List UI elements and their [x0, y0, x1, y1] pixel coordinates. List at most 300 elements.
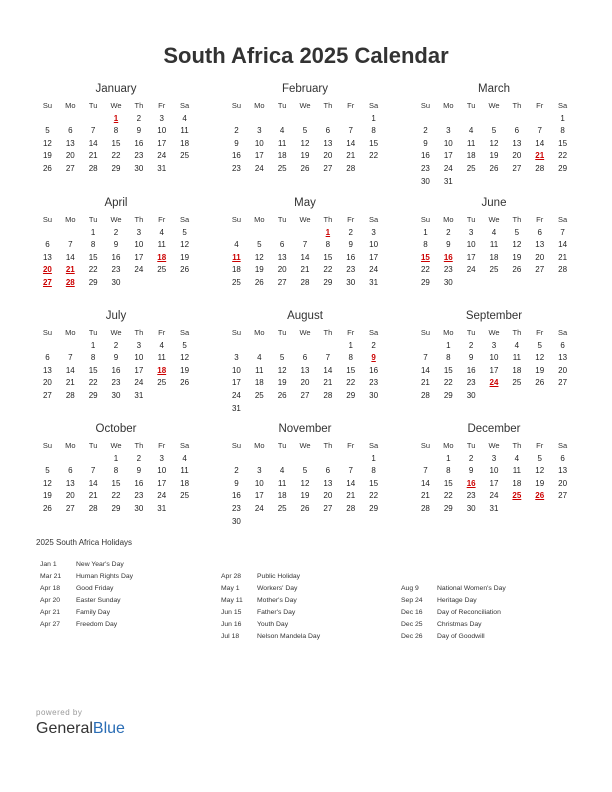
week-row	[36, 478, 196, 491]
day-cell: 29	[88, 390, 98, 400]
weekday-label: Th	[134, 101, 144, 110]
day-cell: 13	[65, 478, 75, 488]
day-cell: 14	[535, 138, 545, 148]
day-cell: 16	[231, 491, 241, 501]
week-row	[414, 377, 574, 390]
day-cell: 13	[300, 365, 310, 375]
day-cell: 11	[180, 466, 189, 476]
day-cell: 8	[113, 126, 119, 136]
empty-cell	[414, 340, 437, 353]
day-cell: 6	[514, 126, 520, 136]
day-cell: 15	[111, 478, 121, 488]
weekday-header	[36, 327, 196, 340]
day-cell: 22	[88, 265, 98, 275]
weekday-label: Sa	[368, 441, 379, 450]
empty-cell	[59, 340, 82, 353]
holiday-day-cell: 11	[232, 252, 241, 262]
weekday-label: Fr	[158, 215, 166, 224]
week-row	[225, 125, 385, 138]
day-cell: 10	[254, 478, 264, 488]
day-cell: 18	[489, 252, 499, 262]
weekday-header	[414, 214, 574, 227]
day-cell: 1	[446, 453, 451, 463]
weekday-label: Mo	[443, 441, 454, 450]
day-cell: 6	[302, 353, 308, 363]
day-cell: 6	[68, 126, 73, 136]
day-cell: 30	[443, 277, 453, 287]
weekday-label: Sa	[179, 328, 190, 337]
day-cell: 2	[113, 227, 119, 237]
day-cell: 3	[159, 453, 164, 463]
month-11	[414, 423, 574, 516]
day-cell: 27	[558, 491, 568, 501]
day-cell: 17	[134, 252, 144, 262]
day-cell: 19	[300, 491, 310, 501]
week-row	[414, 176, 574, 189]
week-row	[225, 516, 385, 529]
day-cell: 24	[489, 491, 499, 501]
month-7	[225, 310, 385, 415]
day-cell: 4	[257, 353, 262, 363]
day-cell: 7	[68, 240, 73, 250]
day-cell: 5	[279, 353, 285, 363]
empty-cell	[460, 113, 483, 126]
day-cell: 23	[466, 491, 476, 501]
day-cell: 1	[348, 340, 353, 350]
day-cell: 3	[136, 227, 142, 237]
month-9	[36, 423, 196, 516]
empty-cell	[316, 113, 339, 126]
day-cell: 27	[323, 503, 333, 513]
day-cell: 22	[369, 151, 379, 161]
day-cell: 12	[489, 138, 499, 148]
weekday-label: Sa	[557, 101, 568, 110]
day-cell: 19	[42, 151, 52, 161]
day-cell: 8	[423, 240, 428, 250]
weekday-label: Tu	[88, 101, 98, 110]
day-cell: 26	[300, 503, 310, 513]
day-cell: 29	[323, 277, 333, 287]
holiday-date: Apr 18	[40, 585, 61, 592]
week-row	[36, 264, 196, 277]
holiday-date: May 11	[221, 597, 243, 604]
empty-cell	[59, 227, 82, 240]
day-cell: 29	[420, 277, 430, 287]
day-cell: 9	[234, 138, 239, 148]
day-cell: 10	[443, 138, 453, 148]
holiday-name: Day of Reconciliation	[437, 609, 501, 616]
holiday-item	[40, 595, 133, 607]
week-row	[414, 227, 574, 240]
weekday-label: Th	[512, 441, 522, 450]
day-cell: 31	[157, 503, 167, 513]
day-cell: 10	[134, 240, 144, 250]
day-cell: 22	[88, 378, 98, 388]
day-cell: 11	[512, 466, 522, 476]
day-cell: 23	[231, 503, 241, 513]
month-name: May	[294, 197, 316, 209]
day-cell: 5	[537, 340, 542, 350]
week-row	[225, 252, 385, 265]
month-2	[414, 83, 574, 188]
day-cell: 19	[180, 252, 190, 262]
day-cell: 21	[558, 252, 568, 262]
day-cell: 24	[254, 503, 264, 513]
holiday-item	[40, 619, 133, 631]
empty-cell	[414, 113, 437, 126]
empty-cell	[248, 113, 271, 126]
month-name: December	[467, 423, 521, 435]
holiday-day-cell: 26	[535, 491, 545, 501]
weekday-label: Fr	[536, 328, 544, 337]
holiday-date: Jun 16	[221, 621, 242, 628]
day-cell: 3	[491, 340, 497, 350]
day-cell: 23	[134, 151, 144, 161]
week-row	[414, 465, 574, 478]
holiday-day-cell: 1	[325, 227, 331, 237]
day-cell: 24	[157, 491, 167, 501]
day-cell: 17	[254, 491, 264, 501]
day-cell: 20	[558, 478, 568, 488]
day-cell: 28	[65, 390, 75, 400]
week-row	[414, 125, 574, 138]
day-cell: 30	[420, 176, 430, 186]
weekday-label: Sa	[179, 215, 190, 224]
day-cell: 17	[489, 365, 499, 375]
day-cell: 5	[182, 227, 187, 237]
day-cell: 26	[489, 163, 499, 173]
week-row	[414, 277, 574, 290]
holiday-column	[401, 583, 506, 643]
weekday-label: We	[110, 101, 122, 110]
month-name: February	[281, 83, 329, 95]
day-cell: 31	[157, 163, 167, 173]
day-cell: 23	[443, 265, 453, 275]
brand-logo	[36, 720, 125, 738]
holiday-item	[40, 559, 133, 571]
month-name: April	[104, 197, 128, 209]
brand-name-part1: General	[36, 720, 93, 737]
day-cell: 17	[369, 252, 379, 262]
day-cell: 28	[346, 503, 356, 513]
day-cell: 14	[420, 365, 430, 375]
day-cell: 27	[65, 163, 75, 173]
holiday-date: Sep 24	[401, 597, 423, 604]
empty-cell	[339, 113, 362, 126]
day-cell: 14	[346, 478, 356, 488]
day-cell: 9	[136, 126, 142, 136]
day-cell: 30	[134, 503, 144, 513]
weekday-label: Tu	[88, 441, 98, 450]
day-cell: 3	[446, 126, 451, 136]
weekday-label: Th	[323, 328, 333, 337]
day-cell: 18	[180, 478, 190, 488]
month-1	[225, 83, 385, 176]
day-cell: 13	[42, 365, 52, 375]
empty-cell	[225, 340, 248, 353]
holiday-item	[221, 607, 320, 619]
weekday-label: Mo	[65, 441, 76, 450]
day-cell: 5	[537, 453, 542, 463]
holiday-item	[221, 583, 320, 595]
day-cell: 11	[180, 126, 189, 136]
weekday-label: Su	[42, 101, 53, 110]
day-cell: 24	[134, 265, 144, 275]
day-cell: 20	[42, 378, 52, 388]
day-cell: 30	[466, 390, 476, 400]
day-cell: 11	[277, 138, 287, 148]
day-cell: 29	[88, 277, 98, 287]
day-cell: 16	[346, 252, 356, 262]
day-cell: 30	[231, 516, 241, 526]
day-cell: 10	[231, 365, 241, 375]
empty-cell	[248, 340, 271, 353]
holiday-date: May 1	[221, 585, 240, 592]
day-cell: 6	[279, 240, 285, 250]
holiday-name: New Year's Day	[76, 561, 124, 568]
day-cell: 12	[300, 138, 310, 148]
day-cell: 12	[512, 240, 522, 250]
weekday-label: We	[110, 441, 122, 450]
weekday-label: Su	[231, 441, 242, 450]
day-cell: 25	[180, 151, 190, 161]
holiday-item	[401, 631, 506, 643]
day-cell: 22	[558, 151, 568, 161]
day-cell: 20	[65, 491, 75, 501]
day-cell: 12	[42, 478, 52, 488]
day-cell: 22	[111, 491, 121, 501]
week-row	[36, 453, 196, 466]
weekday-label: We	[299, 101, 311, 110]
day-cell: 4	[159, 340, 164, 350]
day-cell: 17	[489, 478, 499, 488]
day-cell: 16	[111, 252, 121, 262]
day-cell: 19	[512, 252, 522, 262]
day-cell: 11	[512, 353, 522, 363]
day-cell: 24	[369, 265, 379, 275]
empty-cell	[225, 227, 248, 240]
day-cell: 8	[560, 126, 565, 136]
day-cell: 22	[111, 151, 121, 161]
day-cell: 15	[88, 252, 98, 262]
day-cell: 12	[180, 353, 190, 363]
day-cell: 10	[466, 240, 476, 250]
week-row	[414, 453, 574, 466]
week-row	[414, 340, 574, 353]
day-cell: 9	[113, 353, 119, 363]
weekday-label: Tu	[466, 441, 476, 450]
day-cell: 4	[234, 240, 239, 250]
weekday-label: We	[299, 215, 311, 224]
holiday-name: Father's Day	[257, 609, 296, 616]
weekday-label: We	[299, 441, 311, 450]
day-cell: 13	[65, 138, 75, 148]
day-cell: 4	[514, 453, 520, 463]
holiday-item	[221, 595, 320, 607]
weekday-label: We	[488, 215, 500, 224]
day-cell: 6	[560, 340, 565, 350]
holiday-date: Dec 16	[401, 609, 423, 616]
day-cell: 20	[65, 151, 75, 161]
week-row	[36, 113, 196, 126]
week-row	[225, 264, 385, 277]
day-cell: 28	[323, 390, 333, 400]
day-cell: 4	[468, 126, 474, 136]
holiday-item	[40, 571, 133, 583]
day-cell: 26	[180, 378, 190, 388]
weekday-label: Fr	[536, 101, 544, 110]
day-cell: 11	[157, 240, 166, 250]
day-cell: 21	[346, 491, 356, 501]
day-cell: 14	[300, 252, 310, 262]
day-cell: 15	[323, 252, 333, 262]
day-cell: 10	[489, 353, 499, 363]
day-cell: 16	[231, 151, 241, 161]
empty-cell	[271, 227, 294, 240]
day-cell: 10	[489, 466, 499, 476]
week-row	[225, 138, 385, 151]
day-cell: 23	[111, 378, 121, 388]
day-cell: 8	[371, 126, 376, 136]
day-cell: 4	[279, 126, 285, 136]
day-cell: 13	[42, 252, 52, 262]
month-name: August	[287, 310, 323, 322]
weekday-label: Su	[42, 215, 53, 224]
day-cell: 7	[325, 353, 331, 363]
day-cell: 25	[157, 265, 167, 275]
day-cell: 10	[134, 353, 144, 363]
day-cell: 27	[65, 503, 75, 513]
day-cell: 23	[466, 378, 476, 388]
empty-cell	[225, 453, 248, 466]
month-name: July	[105, 310, 127, 322]
day-cell: 25	[180, 491, 190, 501]
day-cell: 14	[420, 478, 430, 488]
month-name: November	[278, 423, 332, 435]
day-cell: 15	[558, 138, 568, 148]
day-cell: 9	[234, 478, 239, 488]
day-cell: 2	[446, 227, 451, 237]
week-row	[414, 390, 574, 403]
weekday-header	[414, 327, 574, 340]
weekday-label: Mo	[254, 441, 265, 450]
day-cell: 22	[369, 491, 379, 501]
day-cell: 29	[443, 503, 453, 513]
week-row	[36, 277, 196, 290]
day-cell: 15	[369, 138, 379, 148]
week-row	[225, 352, 385, 365]
day-cell: 22	[420, 265, 430, 275]
day-cell: 10	[157, 126, 167, 136]
day-cell: 20	[323, 491, 333, 501]
day-cell: 25	[466, 163, 476, 173]
day-cell: 28	[420, 503, 430, 513]
day-cell: 11	[489, 240, 499, 250]
day-cell: 19	[489, 151, 499, 161]
weekday-label: Th	[134, 441, 144, 450]
day-cell: 30	[111, 277, 121, 287]
day-cell: 20	[512, 151, 522, 161]
day-cell: 9	[468, 353, 474, 363]
empty-cell	[271, 340, 294, 353]
week-row	[225, 365, 385, 378]
weekday-label: Su	[420, 101, 431, 110]
day-cell: 17	[466, 252, 476, 262]
weekday-label: Su	[420, 441, 431, 450]
day-cell: 16	[466, 365, 476, 375]
weekday-label: Th	[323, 101, 333, 110]
day-cell: 1	[113, 453, 119, 463]
week-row	[36, 377, 196, 390]
day-cell: 24	[443, 163, 453, 173]
week-row	[36, 227, 196, 240]
day-cell: 1	[446, 340, 451, 350]
holiday-day-cell: 20	[42, 265, 52, 275]
week-row	[225, 390, 385, 403]
day-cell: 13	[323, 138, 333, 148]
day-cell: 6	[45, 353, 50, 363]
day-cell: 7	[348, 466, 353, 476]
day-cell: 25	[231, 277, 241, 287]
day-cell: 15	[443, 365, 453, 375]
day-cell: 23	[231, 163, 241, 173]
empty-cell	[36, 453, 59, 466]
day-cell: 26	[535, 378, 545, 388]
day-cell: 2	[423, 126, 428, 136]
day-cell: 2	[234, 126, 239, 136]
day-cell: 9	[468, 466, 474, 476]
day-cell: 6	[325, 126, 331, 136]
empty-cell	[339, 453, 362, 466]
week-row	[414, 163, 574, 176]
weekday-label: Su	[231, 328, 242, 337]
empty-cell	[437, 113, 460, 126]
day-cell: 14	[88, 478, 98, 488]
day-cell: 16	[420, 151, 430, 161]
day-cell: 1	[371, 453, 376, 463]
day-cell: 29	[558, 163, 568, 173]
day-cell: 19	[42, 491, 52, 501]
holiday-item	[40, 583, 133, 595]
day-cell: 12	[180, 240, 190, 250]
week-row	[36, 125, 196, 138]
weekday-label: Su	[420, 215, 431, 224]
weekday-label: We	[488, 328, 500, 337]
day-cell: 6	[325, 466, 331, 476]
day-cell: 6	[45, 240, 50, 250]
weekday-label: Sa	[557, 328, 568, 337]
day-cell: 8	[90, 240, 96, 250]
weekday-label: Sa	[368, 215, 379, 224]
day-cell: 24	[157, 151, 167, 161]
day-cell: 11	[277, 478, 287, 488]
weekday-label: Sa	[368, 101, 379, 110]
day-cell: 21	[420, 378, 430, 388]
empty-cell	[82, 113, 105, 126]
holiday-date: Aug 9	[401, 585, 419, 592]
day-cell: 21	[88, 151, 98, 161]
week-row	[225, 453, 385, 466]
day-cell: 19	[254, 265, 264, 275]
day-cell: 19	[180, 365, 190, 375]
month-name: October	[95, 423, 137, 435]
weekday-label: Mo	[443, 101, 454, 110]
day-cell: 25	[277, 163, 287, 173]
day-cell: 4	[491, 227, 497, 237]
day-cell: 21	[323, 378, 333, 388]
empty-cell	[316, 340, 339, 353]
month-name: March	[478, 83, 510, 95]
